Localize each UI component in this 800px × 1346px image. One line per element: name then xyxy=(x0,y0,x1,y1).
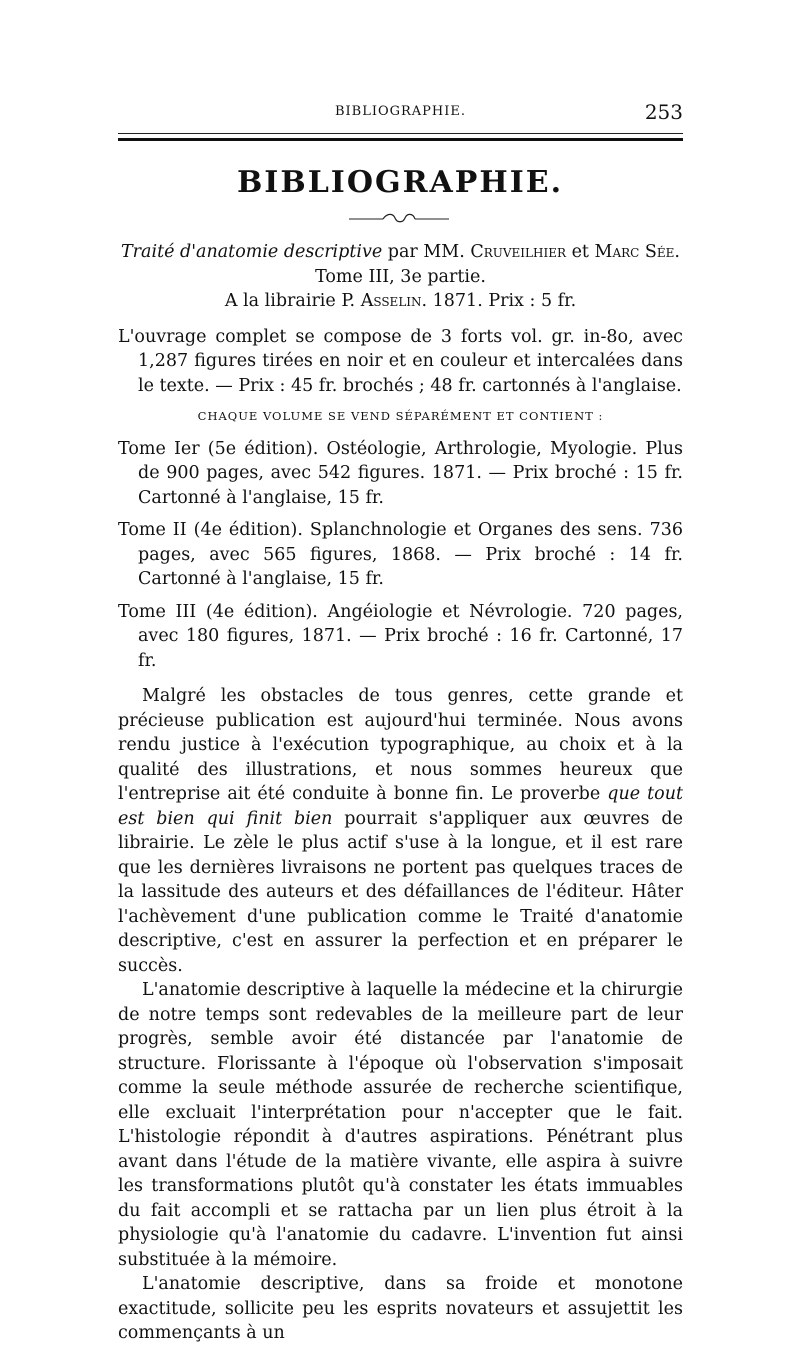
running-title: BIBLIOGRAPHIE. xyxy=(334,104,467,119)
book-title: Traité d'anatomie descriptive xyxy=(121,242,383,262)
running-head xyxy=(118,100,683,126)
publisher-name: Asselin xyxy=(360,291,422,311)
author-marc-see: Marc Sée xyxy=(594,242,675,262)
volume-entry-3: Tome III (4e édition). Angéiologie et Névrologie. 720 pages, avec 180 figures, 1871. — Prix broché : 16 fr. Cartonné, 17 fr. xyxy=(118,601,683,671)
review-proverb: que tout est bien qui finit bien xyxy=(118,784,683,829)
ornament-divider-icon xyxy=(345,210,455,226)
complete-work-notice: L'ouvrage complet se compose de 3 forts vol. gr. in-8o, avec 1,287 figures tirées en noir et en couleur et intercalées dans le texte. — Prix : 45 fr. brochés ; 48 fr. cartonnés à l'anglaise. xyxy=(118,326,683,396)
book-title-line xyxy=(118,240,683,265)
book-and: et xyxy=(566,242,595,262)
volume-entry-1: Tome Ier (5e édition). Ostéologie, Arthrologie, Myologie. Plus de 900 pages, avec 542 figures. 1871. — Prix broché : 15 fr. Cartonné à l'anglaise, 15 fr. xyxy=(118,438,683,508)
publisher-prefix: A la librairie P. xyxy=(224,291,361,311)
article-body xyxy=(118,240,683,1346)
author-cruveilhier: Cruveilhier xyxy=(470,242,567,262)
review-paragraph-3: L'anatomie descriptive, dans sa froide et monotone exactitude, sollicite peu les esprits novateurs et assujettit les commençants à un xyxy=(118,1274,683,1343)
review-paragraph-1 xyxy=(118,684,683,978)
book-by: par MM. xyxy=(382,242,471,262)
book-end: . xyxy=(674,242,680,262)
header-rules xyxy=(118,133,683,141)
review-p1-before: Malgré les obstacles de tous genres, cette grande et précieuse publication est aujourd'hui terminée. Nous avons rendu justice à l'exécution typographique, au choix et à la qualité des illustrations, et nous sommes heureux que l'entreprise ait été conduite à bonne fin. Le proverbe xyxy=(118,686,683,804)
review-paragraph-2: L'anatomie descriptive à laquelle la médecine et la chirurgie de notre temps sont redevables de la meilleure part de leur progrès, semble avoir été distancée par l'anatomie de structure. Florissante à l'époque où l'observation s'imposait comme la seule méthode assurée de recherche scientifique, elle excluait l'interprétation pour n'accepter que le fait. L'histologie répondit à d'autres aspirations. Pénétrant plus avant dans l'étude de la matière vivante, elle aspira à suivre les transformations plutôt qu'à constater les états immuables du fait accompli et se rattacha par un lien plus étroit à la physiologie qu'à l'anatomie du cadavre. L'invention fut ainsi substituée à la mémoire. xyxy=(118,980,683,1270)
book-publisher-line xyxy=(118,289,683,314)
page-title: BIBLIOGRAPHIE. xyxy=(236,165,564,200)
page-number: 253 xyxy=(644,100,683,124)
review-p1-after: pourrait s'appliquer aux œuvres de librairie. Le zèle le plus actif s'use à la longue, et il est rare que les dernières livraisons ne portent pas quelques traces de la lassitude des auteurs et des défaillances de l'éditeur. Hâter l'achèvement d'une publication comme le Traité d'anatomie descriptive, c'est en assurer la perfection et en préparer le succès. xyxy=(118,808,683,976)
volumes-note: CHAQUE VOLUME SE VEND SÉPARÉMENT ET CONTIENT : xyxy=(197,409,604,423)
publisher-suffix: . 1871. Prix : 5 fr. xyxy=(421,291,577,311)
thin-rule xyxy=(118,133,683,134)
thick-rule xyxy=(118,138,683,141)
volume-entry-2: Tome II (4e édition). Splanchnologie et Organes des sens. 736 pages, avec 565 figures, 1868. — Prix broché : 14 fr. Cartonné à l'anglaise, 15 fr. xyxy=(118,520,683,589)
book-volume: Tome III, 3e partie. xyxy=(315,266,486,287)
